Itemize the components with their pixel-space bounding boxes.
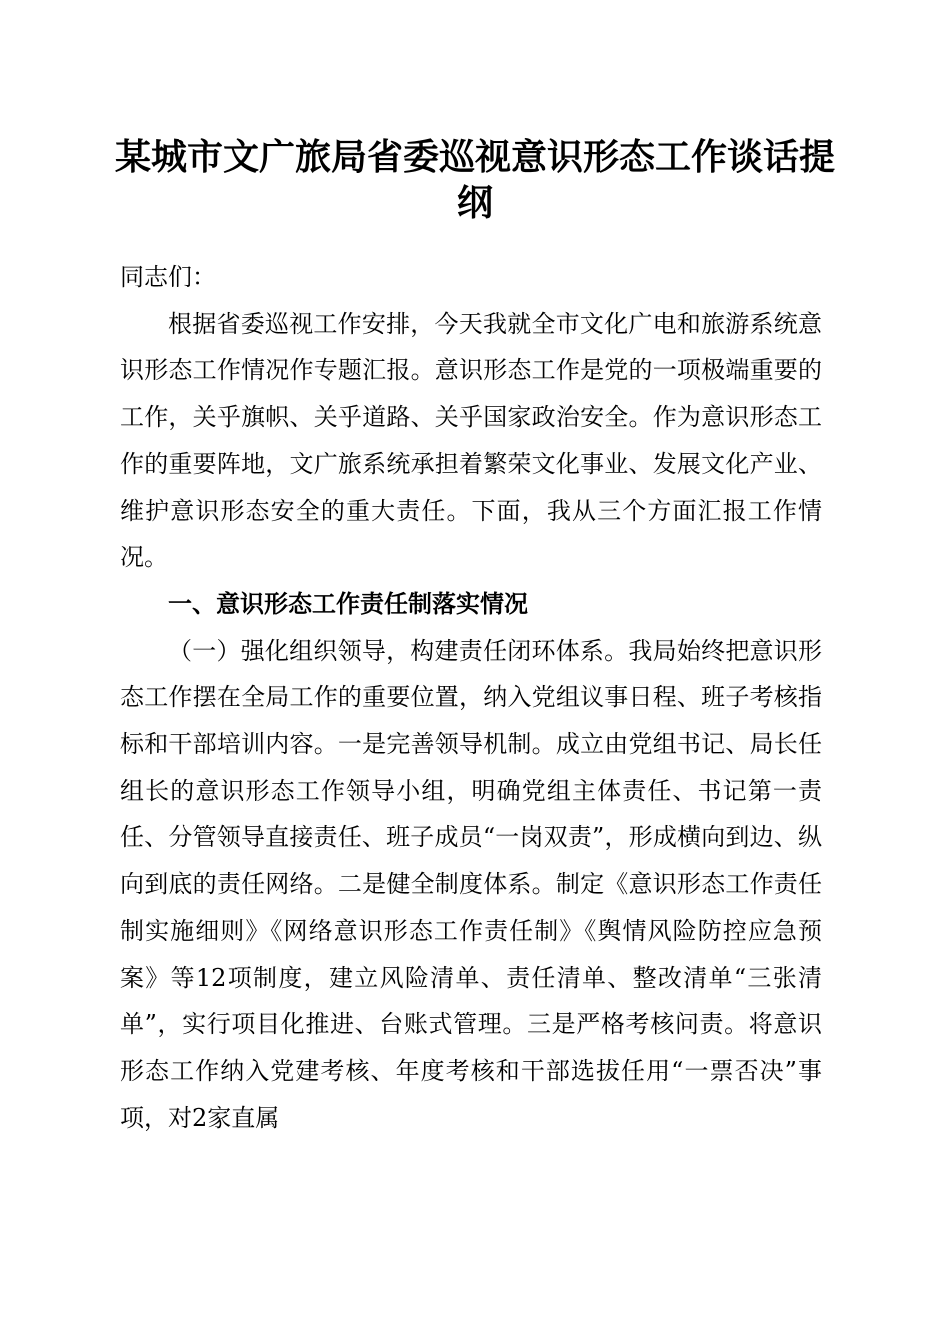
document-body bbox=[120, 254, 822, 1141]
intro-paragraph: 根据省委巡视工作安排，今天我就全市文化广电和旅游系统意识形态工作情况作专题汇报。意识形态工作是党的一项极端重要的工作，关乎旗帜、关乎道路、关乎国家政治安全。作为意识形态工作的重要阵地，文广旅系统承担着繁荣文化事业、发展文化产业、维护意识形态安全的重大责任。下面，我从三个方面汇报工作情况。 bbox=[120, 309, 822, 572]
section-heading: 一、意识形态工作责任制落实情况 bbox=[168, 589, 528, 618]
subsection-lead: （一）强化组织领导，构建责任闭环体系。 bbox=[168, 636, 629, 665]
subsection-paragraph bbox=[120, 628, 822, 1142]
document-title: 某城市文广旅局省委巡视意识形态工作谈话提纲 bbox=[114, 136, 835, 224]
greeting: 同志们： bbox=[120, 263, 216, 291]
subsection-text: 我局始终把意识形态工作摆在全局工作的重要位置，纳入党组议事日程、班子考核指标和干部培训内容。一是完善领导机制。成立由党组书记、局长任组长的意识形态工作领导小组，明确党组主体责任、书记第一责任、分管领导直接责任、班子成员“一岗双责”，形成横向到边、纵向到底的责任网络。二是健全制度体系。制定《意识形态工作责任制实施细则》《网络意识形态工作责任制》《舆情风险防控应急预案》等12项制度，建立风险清单、责任清单、整改清单“三张清单”，实行项目化推进、台账式管理。三是严格考核问责。将意识形态工作纳入党建考核、年度考核和干部选拔任用“一票否决”事项，对2家直属 bbox=[120, 636, 823, 1132]
